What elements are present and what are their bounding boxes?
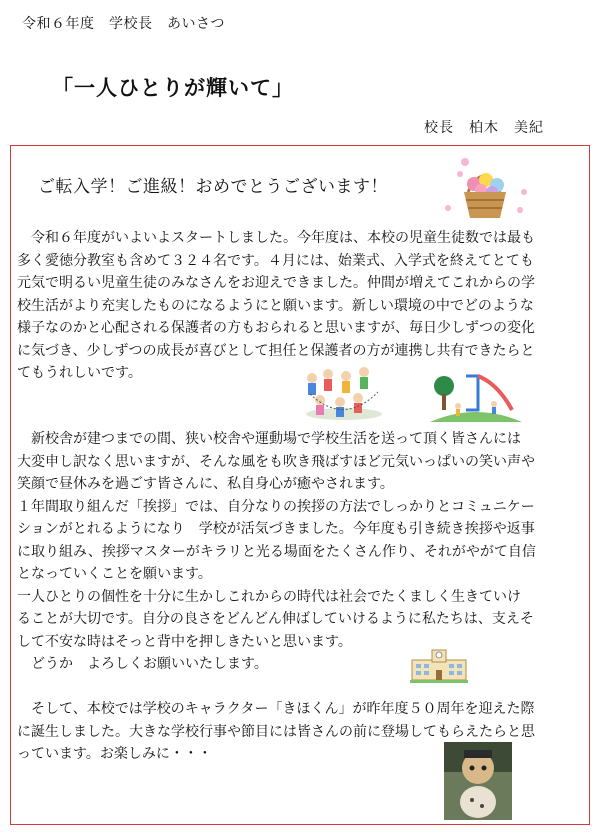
- mascot-photo: [444, 742, 512, 820]
- text-line: っています。お楽しみに・・・: [17, 746, 212, 762]
- text-line: 大変申し訳なく思いますが、そんな風をも吹き飛ばすほど元気いっぱいの笑い声や: [17, 453, 535, 470]
- page-title: 「一人ひとりが輝いて」: [52, 76, 294, 100]
- text-line: 一人ひとりの個性を十分に生かしこれからの時代は社会でたくましく生きていけ: [17, 588, 521, 605]
- text-line: １年間取り組んだ「挨拶」では、自分なりの挨拶の方法でしっかりとコミュニケー: [17, 498, 535, 515]
- text-line: 元気で明るい児童生徒のみなさんをお迎えできました。仲間が増えてこれからの学: [17, 275, 535, 291]
- text-line: に気づき、少しずつの成長が喜びとして担任と保護者の方が連携し共有できたらと: [17, 342, 535, 359]
- page-header: 令和６年度 学校長 あいさつ: [22, 16, 225, 32]
- flower-basket-icon: [440, 152, 528, 224]
- text-line: に取り組み、挨拶マスターがキラリと光る場面をたくさん作り、それがやがて自信: [17, 543, 536, 560]
- text-line: 笑顔で昼休みを過ごす皆さんに、私自身心が癒やされます。: [17, 476, 394, 492]
- text-line: 多く愛徳分教室も含めて３２４名です。４月には、始業式、入学式を終えてとても: [17, 252, 534, 269]
- text-line: 令和６年度がいよいよスタートしました。今年度は、本校の児童生徒数では最も: [17, 230, 535, 246]
- text-line: 新校舎が建つまでの間、狭い校舎や運動場で学校生活を送って頂く皆さんには: [17, 431, 521, 447]
- text-line: どうか よろしくお願いいたします。: [17, 656, 268, 672]
- text-line: そして、本校では学校のキャラクター「きほくん」が昨年度５０周年を迎えた際: [17, 701, 535, 717]
- text-line: して不安な時はそっと背中を押しきたいと思います。: [17, 633, 352, 650]
- text-line: 様子なのかと心配される保護者の方もおられると思いますが、毎日少しずつの変化: [17, 320, 535, 336]
- greeting-heading: ご転入学！ご進級！おめでとうございます！: [38, 177, 388, 197]
- text-line: ションがとれるようになり 学校が活気づきました。今年度も引き続き挨拶や返事: [17, 521, 535, 537]
- text-line: となっていくことを願います。: [17, 566, 212, 582]
- text-line: てもうれしいです。: [17, 365, 142, 381]
- children-playing-icon: [300, 364, 388, 426]
- text-line: に誕生しました。大きな学校行事や節目には皆さんの前に登場してもらえたらと思: [17, 723, 535, 740]
- text-line: 校生活がより充実したものになるようにと願います。新しい環境の中でどのような: [17, 297, 534, 314]
- text-line: ることが大切です。自分の良さをどんどん伸ばしていけるように私たちは、支えそ: [17, 611, 534, 627]
- paragraph-intro: [17, 227, 583, 385]
- author-line: 校長 柏木 美紀: [424, 120, 544, 136]
- school-building-icon: [410, 646, 468, 684]
- paragraph-body: [17, 428, 583, 676]
- playground-slide-icon: [428, 366, 524, 424]
